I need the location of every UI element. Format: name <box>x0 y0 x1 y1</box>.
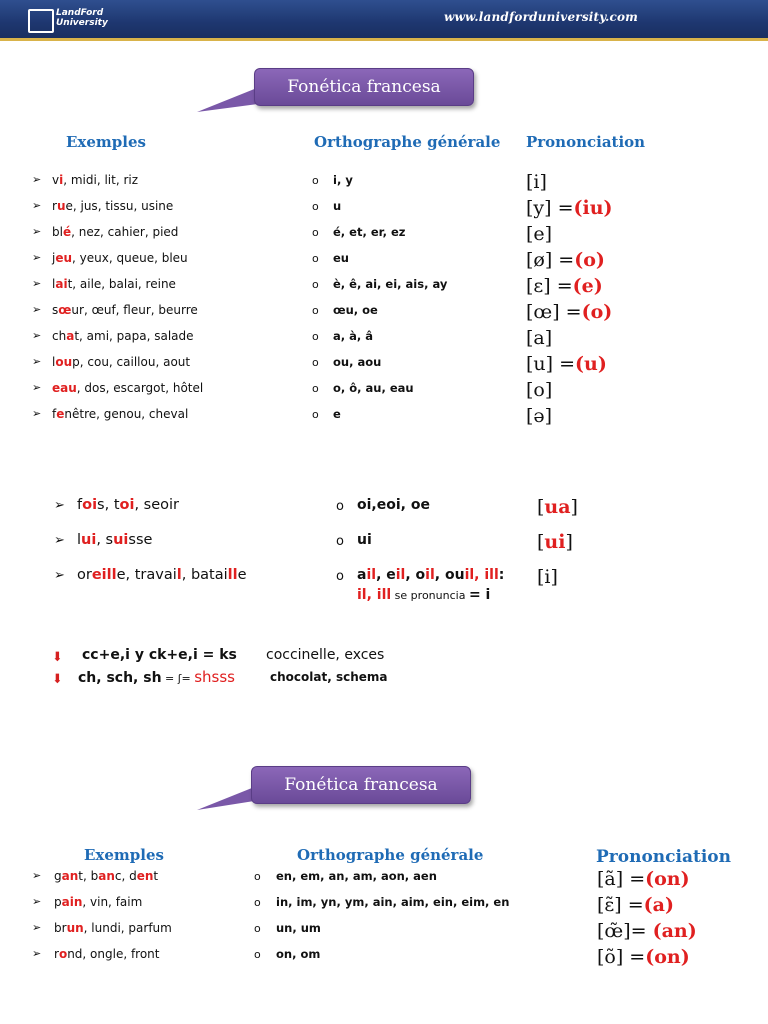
text-segment: [œ] = <box>526 301 582 323</box>
bullet-arrow-icon: ➢ <box>54 568 65 583</box>
text-segment: r <box>52 199 57 213</box>
text-segment: il <box>425 567 435 583</box>
logo-text <box>56 8 108 28</box>
text-segment: nd, ongle, front <box>67 947 160 961</box>
text-segment: , vin, faim <box>82 895 143 909</box>
text-segment: g <box>54 869 62 883</box>
section-title-1: Fonética francesa <box>254 68 474 106</box>
text-segment: or <box>77 567 92 583</box>
text-segment: , yeux, queue, bleu <box>72 251 188 265</box>
pronunciation <box>597 868 690 890</box>
arrow-down-icon: ⬇ <box>52 650 63 665</box>
text-segment: r <box>54 947 59 961</box>
pronunciation <box>526 171 547 193</box>
text-segment: [y] = <box>526 197 574 219</box>
text-segment: un <box>66 921 84 935</box>
text-segment: a <box>357 567 367 583</box>
circle-bullet-icon: o <box>336 499 344 514</box>
logo-line1: LandFord <box>56 8 104 18</box>
col-pron-1: Prononciation <box>526 133 646 151</box>
example-words <box>52 303 198 317</box>
circle-bullet-icon: o <box>254 922 261 935</box>
text-segment: , nez, cahier, pied <box>71 225 179 239</box>
text-segment: t, ami, papa, salade <box>74 329 194 343</box>
example-words <box>77 532 152 548</box>
text-segment: a <box>66 329 75 343</box>
bullet-arrow-icon: ➢ <box>32 251 42 264</box>
bullet-arrow-icon: ➢ <box>32 355 42 368</box>
text-segment: p, cou, caillou, aout <box>72 355 191 369</box>
text-segment: [ɛ̃] = <box>597 894 644 916</box>
text-segment: ll <box>227 567 238 583</box>
text-segment: s <box>52 303 59 317</box>
rule-1-right: coccinelle, exces <box>266 647 385 663</box>
circle-bullet-icon: o <box>336 534 344 549</box>
text-segment: [e] <box>526 223 553 245</box>
text-segment: c, d <box>114 869 137 883</box>
text-segment: t, aile, balai, reine <box>67 277 176 291</box>
text-segment: o <box>58 947 68 961</box>
bullet-arrow-icon: ➢ <box>32 921 42 934</box>
text-segment: (o) <box>581 301 613 323</box>
orthography-line2 <box>357 587 490 603</box>
text-segment: [u] = <box>526 353 576 375</box>
arrow-down-icon: ⬇ <box>52 672 63 687</box>
text-segment: se pronuncia <box>391 589 469 602</box>
text-segment: , s <box>96 532 114 548</box>
text-segment: l <box>77 532 82 548</box>
text-segment: [õ] = <box>597 946 646 968</box>
circle-bullet-icon: o <box>312 330 319 343</box>
text-segment: v <box>52 173 60 187</box>
orthography: i, y <box>333 173 353 187</box>
pronunciation <box>526 301 612 323</box>
circle-bullet-icon: o <box>312 356 319 369</box>
logo-line2: University <box>56 18 108 28</box>
orthography: un, um <box>276 921 321 935</box>
text-segment: œ <box>58 303 72 317</box>
text-segment: , e <box>376 567 396 583</box>
example-words <box>52 173 138 187</box>
example-words <box>52 251 188 265</box>
rule-1-formula: cc+e,i y ck+e,i = ks <box>82 647 237 663</box>
circle-bullet-icon: o <box>254 948 261 961</box>
bullet-arrow-icon: ➢ <box>32 869 42 882</box>
col-pron-2: Prononciation <box>596 847 731 867</box>
bullet-arrow-icon: ➢ <box>32 329 42 342</box>
text-segment: bl <box>52 225 63 239</box>
orthography: o, ô, au, eau <box>333 381 414 395</box>
example-words <box>77 567 247 583</box>
text-segment: (e) <box>572 275 603 297</box>
rule-2-right: chocolat, schema <box>270 670 388 684</box>
text-segment: ua <box>544 496 571 518</box>
circle-bullet-icon: o <box>312 382 319 395</box>
text-segment: ui <box>113 532 129 548</box>
rule-2-formula: ch, sch, sh <box>78 670 162 686</box>
text-segment: nêtre, genou, cheval <box>64 407 189 421</box>
pronunciation <box>526 275 603 297</box>
header-banner <box>0 0 768 38</box>
text-segment: ui <box>81 532 97 548</box>
col-orth-2: Orthographe générale <box>297 846 484 864</box>
text-segment: il <box>395 567 406 583</box>
pronunciation <box>537 566 558 588</box>
circle-bullet-icon: o <box>312 304 319 317</box>
text-segment: e <box>56 407 65 421</box>
pronunciation <box>537 496 578 518</box>
pronunciation <box>526 353 607 375</box>
example-words <box>54 947 160 961</box>
example-words <box>77 497 179 513</box>
university-logo-icon <box>28 9 54 33</box>
orthography: en, em, an, am, aon, aen <box>276 869 437 883</box>
text-segment: ui <box>544 531 566 553</box>
orthography: e <box>333 407 341 421</box>
text-segment: [ø] = <box>526 249 575 271</box>
text-segment: l <box>52 355 56 369</box>
bullet-arrow-icon: ➢ <box>32 225 42 238</box>
header-url[interactable]: www.landforduniversity.com <box>444 10 639 24</box>
text-segment: [ɛ] = <box>526 275 573 297</box>
text-segment: ] <box>570 496 578 518</box>
example-words <box>52 277 176 291</box>
text-segment: ] <box>565 531 573 553</box>
text-segment: u <box>56 199 66 213</box>
text-segment: t, b <box>78 869 99 883</box>
text-segment: p <box>54 895 62 909</box>
text-segment: en <box>136 869 154 883</box>
bullet-arrow-icon: ➢ <box>32 407 42 420</box>
text-segment: an <box>61 869 79 883</box>
header-gold-line <box>0 38 768 41</box>
col-orth-1: Orthographe générale <box>314 133 501 151</box>
text-segment: an <box>98 869 115 883</box>
text-segment: , seoi <box>134 497 174 513</box>
text-segment: e, jus, tissu, usine <box>65 199 174 213</box>
pronunciation <box>597 920 697 942</box>
text-segment: (a) <box>643 894 674 916</box>
text-segment: br <box>54 921 67 935</box>
circle-bullet-icon: o <box>312 200 319 213</box>
example-words <box>54 895 142 909</box>
rule-2-sound: shsss <box>194 668 235 686</box>
orthography: eu <box>333 251 349 265</box>
circle-bullet-icon: o <box>312 278 319 291</box>
text-segment: ai <box>55 277 68 291</box>
text-segment: i <box>59 173 64 187</box>
orthography: è, ê, ai, ei, ais, ay <box>333 277 448 291</box>
text-segment: , midi, lit, riz <box>63 173 139 187</box>
circle-bullet-icon: o <box>336 569 344 584</box>
orthography: ou, aou <box>333 355 382 369</box>
section-title-2: Fonética francesa <box>251 766 471 804</box>
orthography: é, et, er, ez <box>333 225 406 239</box>
text-segment: l <box>52 277 56 291</box>
text-segment: [i] <box>526 171 547 193</box>
text-segment: , ou <box>434 567 465 583</box>
pronunciation <box>526 405 552 427</box>
text-segment: ur, œuf, fleur, beurre <box>71 303 198 317</box>
text-segment: [a] <box>526 327 553 349</box>
example-words <box>52 381 203 395</box>
text-segment: sse <box>128 532 153 548</box>
orthography-line1 <box>357 567 504 583</box>
text-segment: , o <box>405 567 426 583</box>
pronunciation <box>526 379 552 401</box>
rule-2-eq: = ʃ= <box>161 672 195 685</box>
rule-1 <box>52 646 63 665</box>
text-segment: , batai <box>181 567 228 583</box>
example-words <box>54 921 172 935</box>
text-segment: r <box>173 497 180 513</box>
text-segment: oi <box>82 497 98 513</box>
text-segment: , dos, escargot, hôtel <box>76 381 204 395</box>
text-segment: [ <box>537 496 545 518</box>
orthography: oi,eoi, oe <box>357 497 430 513</box>
text-segment: , lundi, parfum <box>83 921 172 935</box>
example-words <box>52 355 190 369</box>
rule-1-left <box>82 647 237 663</box>
pronunciation <box>526 223 552 245</box>
bullet-arrow-icon: ➢ <box>32 199 42 212</box>
text-segment: eau <box>52 381 77 395</box>
text-segment: eu <box>55 251 73 265</box>
text-segment: e <box>237 567 247 583</box>
orthography: a, à, â <box>333 329 374 343</box>
circle-bullet-icon: o <box>312 174 319 187</box>
text-segment: eill <box>91 567 117 583</box>
col-examples-1: Exemples <box>66 133 146 151</box>
example-words <box>52 407 188 421</box>
text-segment: (o) <box>574 249 605 271</box>
text-segment: e, travai <box>116 567 177 583</box>
bullet-arrow-icon: ➢ <box>32 895 42 908</box>
text-segment: il, ill <box>464 567 499 583</box>
pronunciation <box>526 327 552 349</box>
example-words <box>52 199 173 213</box>
text-segment: f <box>52 407 57 421</box>
text-segment: (u) <box>575 353 607 375</box>
rule-2 <box>52 668 63 687</box>
text-segment: (iu) <box>573 197 613 219</box>
example-words <box>54 869 158 883</box>
text-segment: [ã] = <box>597 868 646 890</box>
pronunciation <box>597 946 690 968</box>
text-segment: [ə] <box>526 405 553 427</box>
rule-2-left <box>78 668 235 686</box>
text-segment: [o] <box>526 379 553 401</box>
text-segment: j <box>52 251 56 265</box>
bullet-arrow-icon: ➢ <box>32 947 42 960</box>
text-segment: ch <box>52 329 67 343</box>
text-segment: s, t <box>97 497 120 513</box>
text-segment: = i <box>468 587 491 603</box>
circle-bullet-icon: o <box>312 252 319 265</box>
bullet-arrow-icon: ➢ <box>32 381 42 394</box>
orthography: in, im, yn, ym, ain, aim, ein, eim, en <box>276 895 510 909</box>
text-segment: (on) <box>645 946 690 968</box>
bullet-arrow-icon: ➢ <box>54 533 65 548</box>
col-examples-2: Exemples <box>84 846 164 864</box>
text-segment: é <box>62 225 72 239</box>
text-segment: ou <box>55 355 73 369</box>
text-segment: (on) <box>645 868 690 890</box>
orthography: ui <box>357 532 372 548</box>
bullet-arrow-icon: ➢ <box>32 303 42 316</box>
text-segment: il <box>366 567 377 583</box>
text-segment: [i] <box>537 566 558 588</box>
text-segment: ain <box>61 895 83 909</box>
circle-bullet-icon: o <box>254 870 261 883</box>
text-segment: oi <box>119 497 135 513</box>
text-segment: il, ill <box>357 587 392 603</box>
text-segment: : <box>498 567 505 583</box>
text-segment: (an) <box>652 920 697 942</box>
pronunciation <box>526 249 605 271</box>
bullet-arrow-icon: ➢ <box>32 173 42 186</box>
text-segment: f <box>77 497 83 513</box>
orthography: on, om <box>276 947 321 961</box>
pronunciation <box>526 197 613 219</box>
pronunciation <box>537 531 573 553</box>
orthography: u <box>333 199 342 213</box>
example-words <box>52 225 178 239</box>
bullet-arrow-icon: ➢ <box>54 498 65 513</box>
circle-bullet-icon: o <box>254 896 261 909</box>
pronunciation <box>597 894 674 916</box>
text-segment: [œ̃]= <box>597 920 653 942</box>
bullet-arrow-icon: ➢ <box>32 277 42 290</box>
text-segment: t <box>153 869 159 883</box>
text-segment: [ <box>537 531 545 553</box>
orthography: œu, oe <box>333 303 378 317</box>
text-segment: l <box>176 567 182 583</box>
example-words <box>52 329 194 343</box>
circle-bullet-icon: o <box>312 226 319 239</box>
circle-bullet-icon: o <box>312 408 319 421</box>
